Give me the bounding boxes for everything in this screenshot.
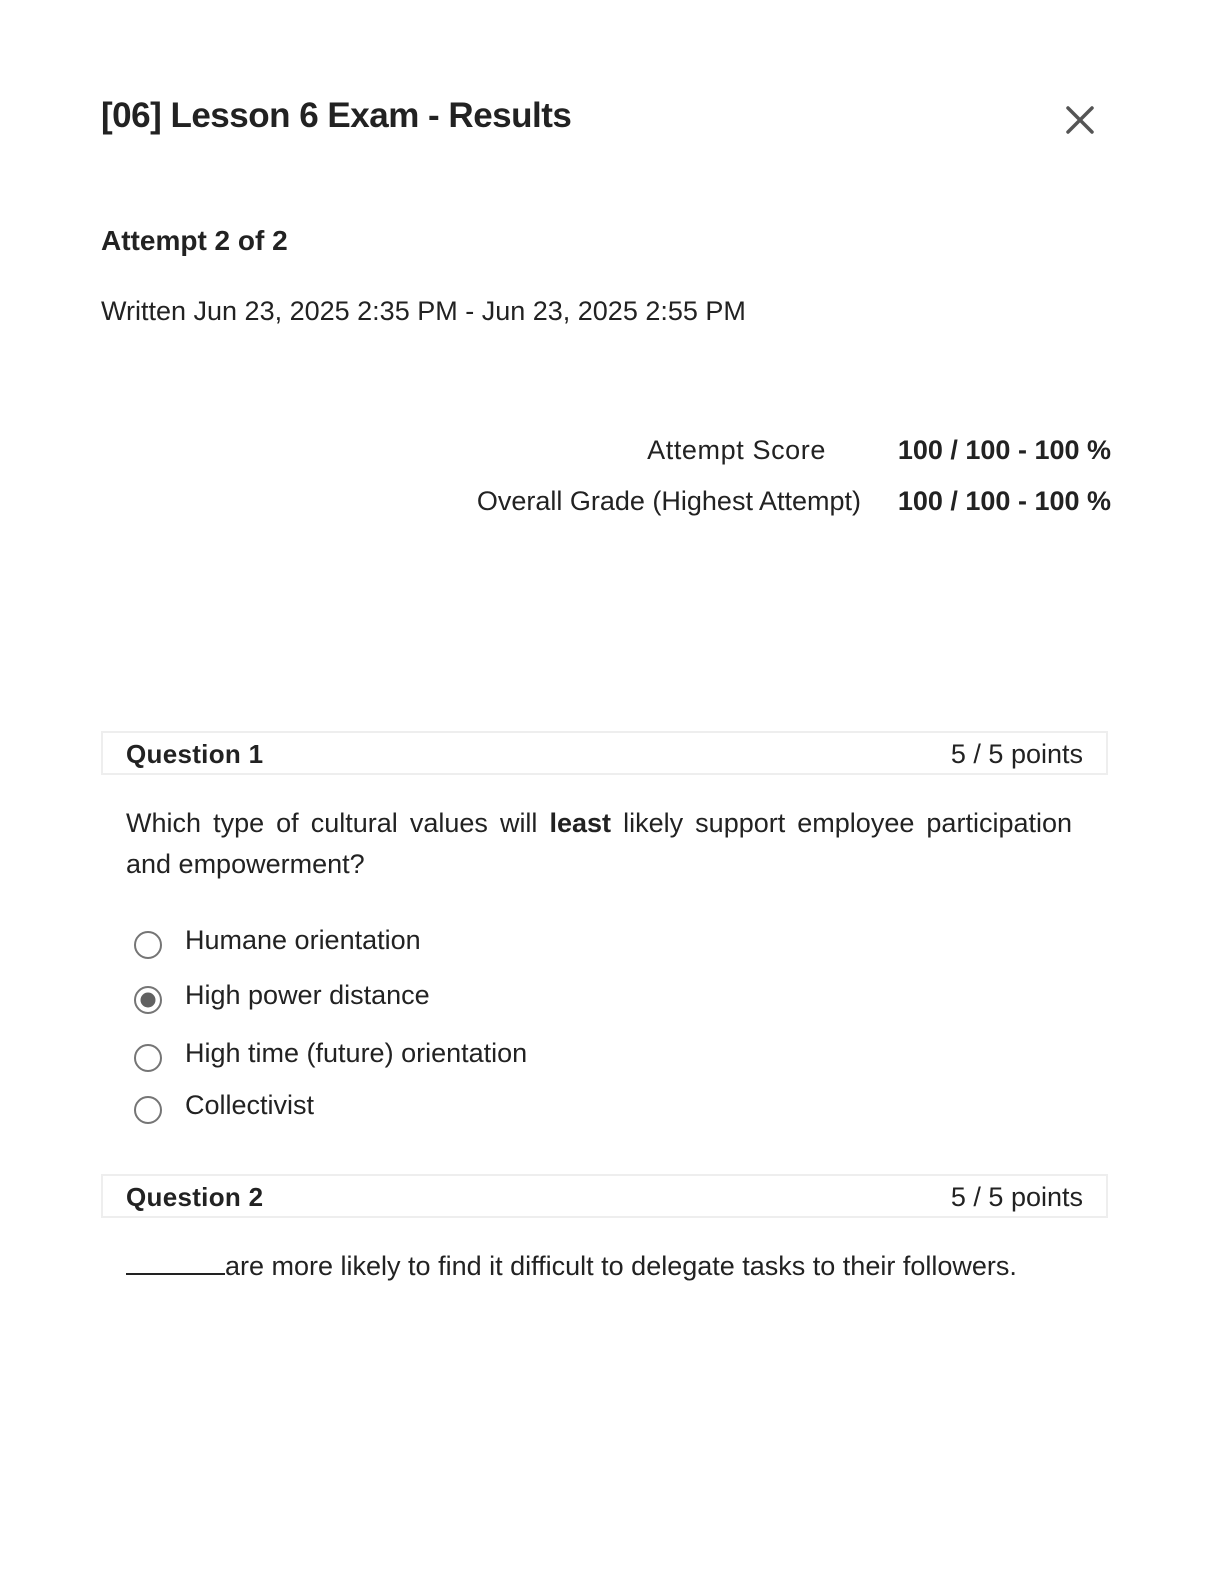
question-1-option[interactable]: [133, 979, 430, 1015]
option-label: High power distance: [185, 980, 430, 1010]
attempt-score-row: [647, 435, 1111, 466]
question-1-points: 5 / 5 points: [950, 739, 1083, 769]
radio-selected-icon[interactable]: [133, 985, 163, 1015]
option-label: High time (future) orientation: [185, 1038, 528, 1068]
radio-unselected-icon[interactable]: [133, 930, 163, 960]
question-1-text-start: Which type of cultural values will: [126, 808, 550, 838]
close-button[interactable]: [1058, 98, 1102, 142]
question-1-text: [126, 803, 1072, 885]
question-2-header: [101, 1174, 1108, 1218]
question-2-title: Question 2: [126, 1182, 264, 1212]
question-1-option[interactable]: [133, 924, 421, 960]
overall-grade-label: Overall Grade (Highest Attempt): [476, 486, 861, 516]
close-icon[interactable]: [1058, 98, 1102, 142]
question-1-title: Question 1: [126, 739, 264, 769]
overall-grade-value: 100 / 100 - 100 %: [897, 486, 1111, 516]
option-label: Humane orientation: [185, 925, 421, 955]
question-1-text-end: likely support employee participation and empowerment?: [126, 808, 1073, 879]
option-label: Collectivist: [185, 1090, 315, 1120]
page-title: [06] Lesson 6 Exam - Results: [101, 96, 572, 135]
attempt-heading: Attempt 2 of 2: [101, 225, 288, 256]
question-1-text-emphasis: least: [549, 808, 612, 838]
overall-grade-row: [477, 486, 1111, 517]
fill-in-blank: [126, 1247, 225, 1275]
question-2-points: 5 / 5 points: [950, 1182, 1083, 1212]
attempt-score-label: Attempt Score: [647, 435, 826, 465]
radio-unselected-icon[interactable]: [133, 1095, 163, 1125]
question-2-text: [126, 1246, 1072, 1287]
question-1-option[interactable]: [133, 1089, 314, 1125]
written-timestamp: Written Jun 23, 2025 2:35 PM - Jun 23, 2025 2:55 PM: [101, 296, 746, 326]
radio-unselected-icon[interactable]: [133, 1043, 163, 1073]
attempt-score-value: 100 / 100 - 100 %: [897, 435, 1111, 465]
question-2-text-end: are more likely to find it difficult to delegate tasks to their followers.: [225, 1251, 1017, 1281]
question-1-option[interactable]: [133, 1037, 527, 1073]
question-1-header: [101, 731, 1108, 775]
